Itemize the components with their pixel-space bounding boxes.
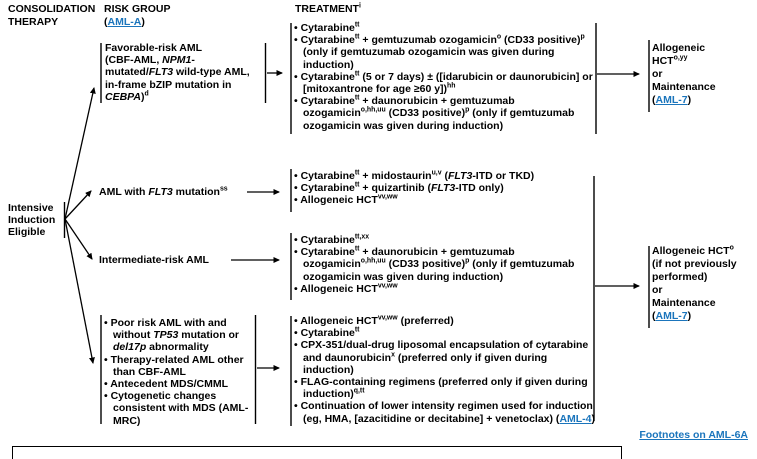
footnote-superscript: tt	[354, 21, 360, 29]
text-line: (AML-7)	[652, 94, 692, 106]
text-line: $HCT^{o,yy}$	[652, 54, 688, 67]
risk-group-poor	[104, 317, 256, 427]
footnote-superscript: p	[465, 106, 470, 114]
bullet-item: • Cytarabine$^{tt}$ + gemtuzumab ozogamicin$^o$ (CD33 positive)$^p$ (only if gemtuzumab ozogamicin was given during induction)	[294, 33, 585, 71]
text-line: Allogeneic HCT$^o$	[652, 244, 734, 257]
bullet-item: • Antecedent MDS/CMML	[104, 378, 229, 391]
outcome-middle-allogeneic-hct	[652, 245, 737, 323]
header-line: CONSOLIDATION	[8, 3, 96, 15]
text-line: Favorable-risk AML	[105, 42, 203, 54]
text-line: mutated/FLT3 wild-type AML,	[105, 66, 250, 79]
doc-link[interactable]: AML-4	[559, 412, 592, 425]
bullet-item: • Therapy-related AML other than CBF-AML	[104, 353, 244, 378]
column-header-consolidation-therapy	[8, 3, 95, 28]
footnote-superscript: tt	[354, 70, 360, 78]
gene-name: TP53	[153, 329, 179, 342]
footnote-superscript: tt	[354, 326, 360, 334]
gene-name: FLT3	[430, 182, 456, 195]
bullet-item: • Cytarabine$^{tt}$ + quizartinib (FLT3-ITD only)	[294, 181, 504, 195]
footnote-superscript: tt	[354, 94, 360, 102]
footnote-superscript: tt,xx	[354, 233, 370, 241]
footnote-superscript: ss	[219, 185, 228, 193]
gene-name: FLT3	[148, 186, 173, 198]
outcome-top-allogeneic-hct	[652, 42, 716, 107]
footnote-superscript: d	[144, 90, 149, 98]
text-line: (if not previously	[652, 258, 737, 270]
bullet-item: • Poor risk AML with and without TP53 mutation or del17p abnormality	[104, 317, 240, 354]
footnote-superscript: tt	[354, 33, 360, 41]
column-header-risk-group	[104, 3, 171, 28]
footnote-superscript: vv,ww	[377, 193, 398, 201]
doc-link[interactable]: AML-7	[655, 94, 688, 106]
treatment-flt3	[294, 170, 597, 207]
risk-group-favorable	[105, 42, 250, 103]
bullet-item: • Cytarabine$^{tt}$ + midostaurin$^{u,v}$ (FLT3-ITD or TKD)	[294, 169, 535, 182]
header-line: THERAPY	[8, 15, 59, 28]
footnote-superscript: vv,ww	[377, 282, 398, 290]
bullet-item: • Continuation of lower intensity regimen used for induction (eg, HMA, [azacitidine or decitabine] + venetoclax) (AML-4)	[294, 400, 596, 425]
doc-link[interactable]: AML-7	[655, 310, 688, 322]
text-line: Intensive	[8, 202, 54, 214]
text-line: CEBPA)$^d$	[105, 90, 149, 103]
text-line: performed)	[652, 271, 708, 283]
text-line: Eligible	[8, 226, 46, 239]
bullet-item: • Cytarabine$^{tt,xx}$	[294, 233, 370, 246]
bullet-item: • Cytogenetic changes consistent with MDS (AML-MRC)	[104, 390, 249, 427]
induction-eligible-label	[8, 202, 55, 239]
footnote-superscript: o,hh,uu	[360, 257, 386, 265]
footnote-superscript: hh	[447, 82, 456, 90]
text-line: Induction	[8, 214, 56, 227]
footnote-superscript: u,v	[431, 169, 442, 177]
footnote-superscript: p	[580, 33, 585, 41]
gene-name: del17p	[113, 341, 147, 354]
risk-group-intermediate: Intermediate-risk AML	[99, 254, 209, 266]
text-line: Maintenance	[652, 297, 716, 309]
footnote-superscript: tt	[354, 169, 360, 177]
bullet-item: • Cytarabine$^{tt}$ + daunorubicin + gemtuzumab ozogamicin$^{o,hh,uu}$ (CD33 positive)$^p$ (only if gemtuzumab ozogamicin was given during induction)	[294, 245, 575, 283]
bullet-item: • Cytarabine$^{tt}$	[294, 21, 360, 34]
text-line: Allogeneic	[652, 42, 706, 54]
bullet-item: • Cytarabine$^{tt}$ (5 or 7 days) ± ([idarubicin or daunorubicin] or [mitoxantrone for age ≥60 y])$^{hh}$	[294, 70, 593, 96]
treatment-poor	[294, 315, 597, 425]
header-line: RISK GROUP	[104, 3, 171, 15]
header-line: TREATMENT$^i$	[295, 2, 361, 15]
text-line: (CBF-AML, NPM1-	[105, 54, 195, 67]
footnote-superscript: o	[496, 33, 502, 41]
footnote-superscript: i	[358, 2, 361, 10]
footnote-superscript: q,tt	[353, 387, 365, 395]
treatment-favorable	[294, 22, 597, 132]
footnote-superscript: tt	[354, 245, 360, 253]
bullet-item: • CPX-351/dual-drug liposomal encapsulation of cytarabine and daunorubicin$^x$ (preferred only if given during induction)	[294, 339, 589, 376]
column-header-treatment	[295, 3, 361, 16]
gene-name: CEBPA	[105, 90, 141, 103]
text-line: or	[652, 284, 663, 296]
text-line: or	[652, 68, 663, 80]
header-line: (AML-A)	[104, 15, 145, 28]
footnote-superscript: p	[465, 257, 470, 265]
gene-name: NPM1	[162, 54, 192, 67]
footnote-superscript: tt	[354, 181, 360, 189]
risk-group-flt3: AML with FLT3 mutation$^{ss}$	[99, 185, 228, 198]
gene-name: FLT3	[448, 170, 473, 182]
footnote-superscript: o	[729, 244, 734, 252]
footnote-superscript: o,hh,uu	[360, 106, 386, 114]
footnote-superscript: x	[391, 351, 395, 359]
bullet-item: • Cytarabine$^{tt}$	[294, 326, 360, 340]
bullet-item: • Allogeneic $HCT^{vv,ww}$	[294, 282, 398, 295]
footnote-box	[12, 446, 622, 459]
bullet-item: • Cytarabine$^{tt}$ + daunorubicin + gemtuzumab ozogamicin$^{o,hh,uu}$ (CD33 positive)$^p$ (only if gemtuzumab ozogamicin was given during induction)	[294, 94, 575, 132]
text-line: in-frame bZIP mutation in	[105, 78, 232, 91]
text-line: Maintenance	[652, 81, 716, 93]
bullet-item: • FLAG-containing regimens (preferred only if given during induction)$^{q,tt}$	[294, 376, 588, 401]
doc-link[interactable]: Footnotes on AML-6A	[639, 429, 748, 441]
bullet-item: • Allogeneic $HCT^{vv,ww}$ (preferred)	[294, 314, 454, 327]
text-line: (AML-7)	[652, 310, 692, 322]
footnote-superscript: o,yy	[673, 54, 688, 62]
bullet-item: • Allogeneic $HCT^{vv,ww}$	[294, 193, 398, 207]
footnote-superscript: vv,ww	[377, 314, 398, 322]
treatment-intermediate	[294, 234, 597, 295]
doc-link[interactable]: AML-A	[107, 15, 142, 28]
gene-name: FLT3	[148, 66, 174, 79]
footnotes-link-container	[639, 429, 748, 441]
